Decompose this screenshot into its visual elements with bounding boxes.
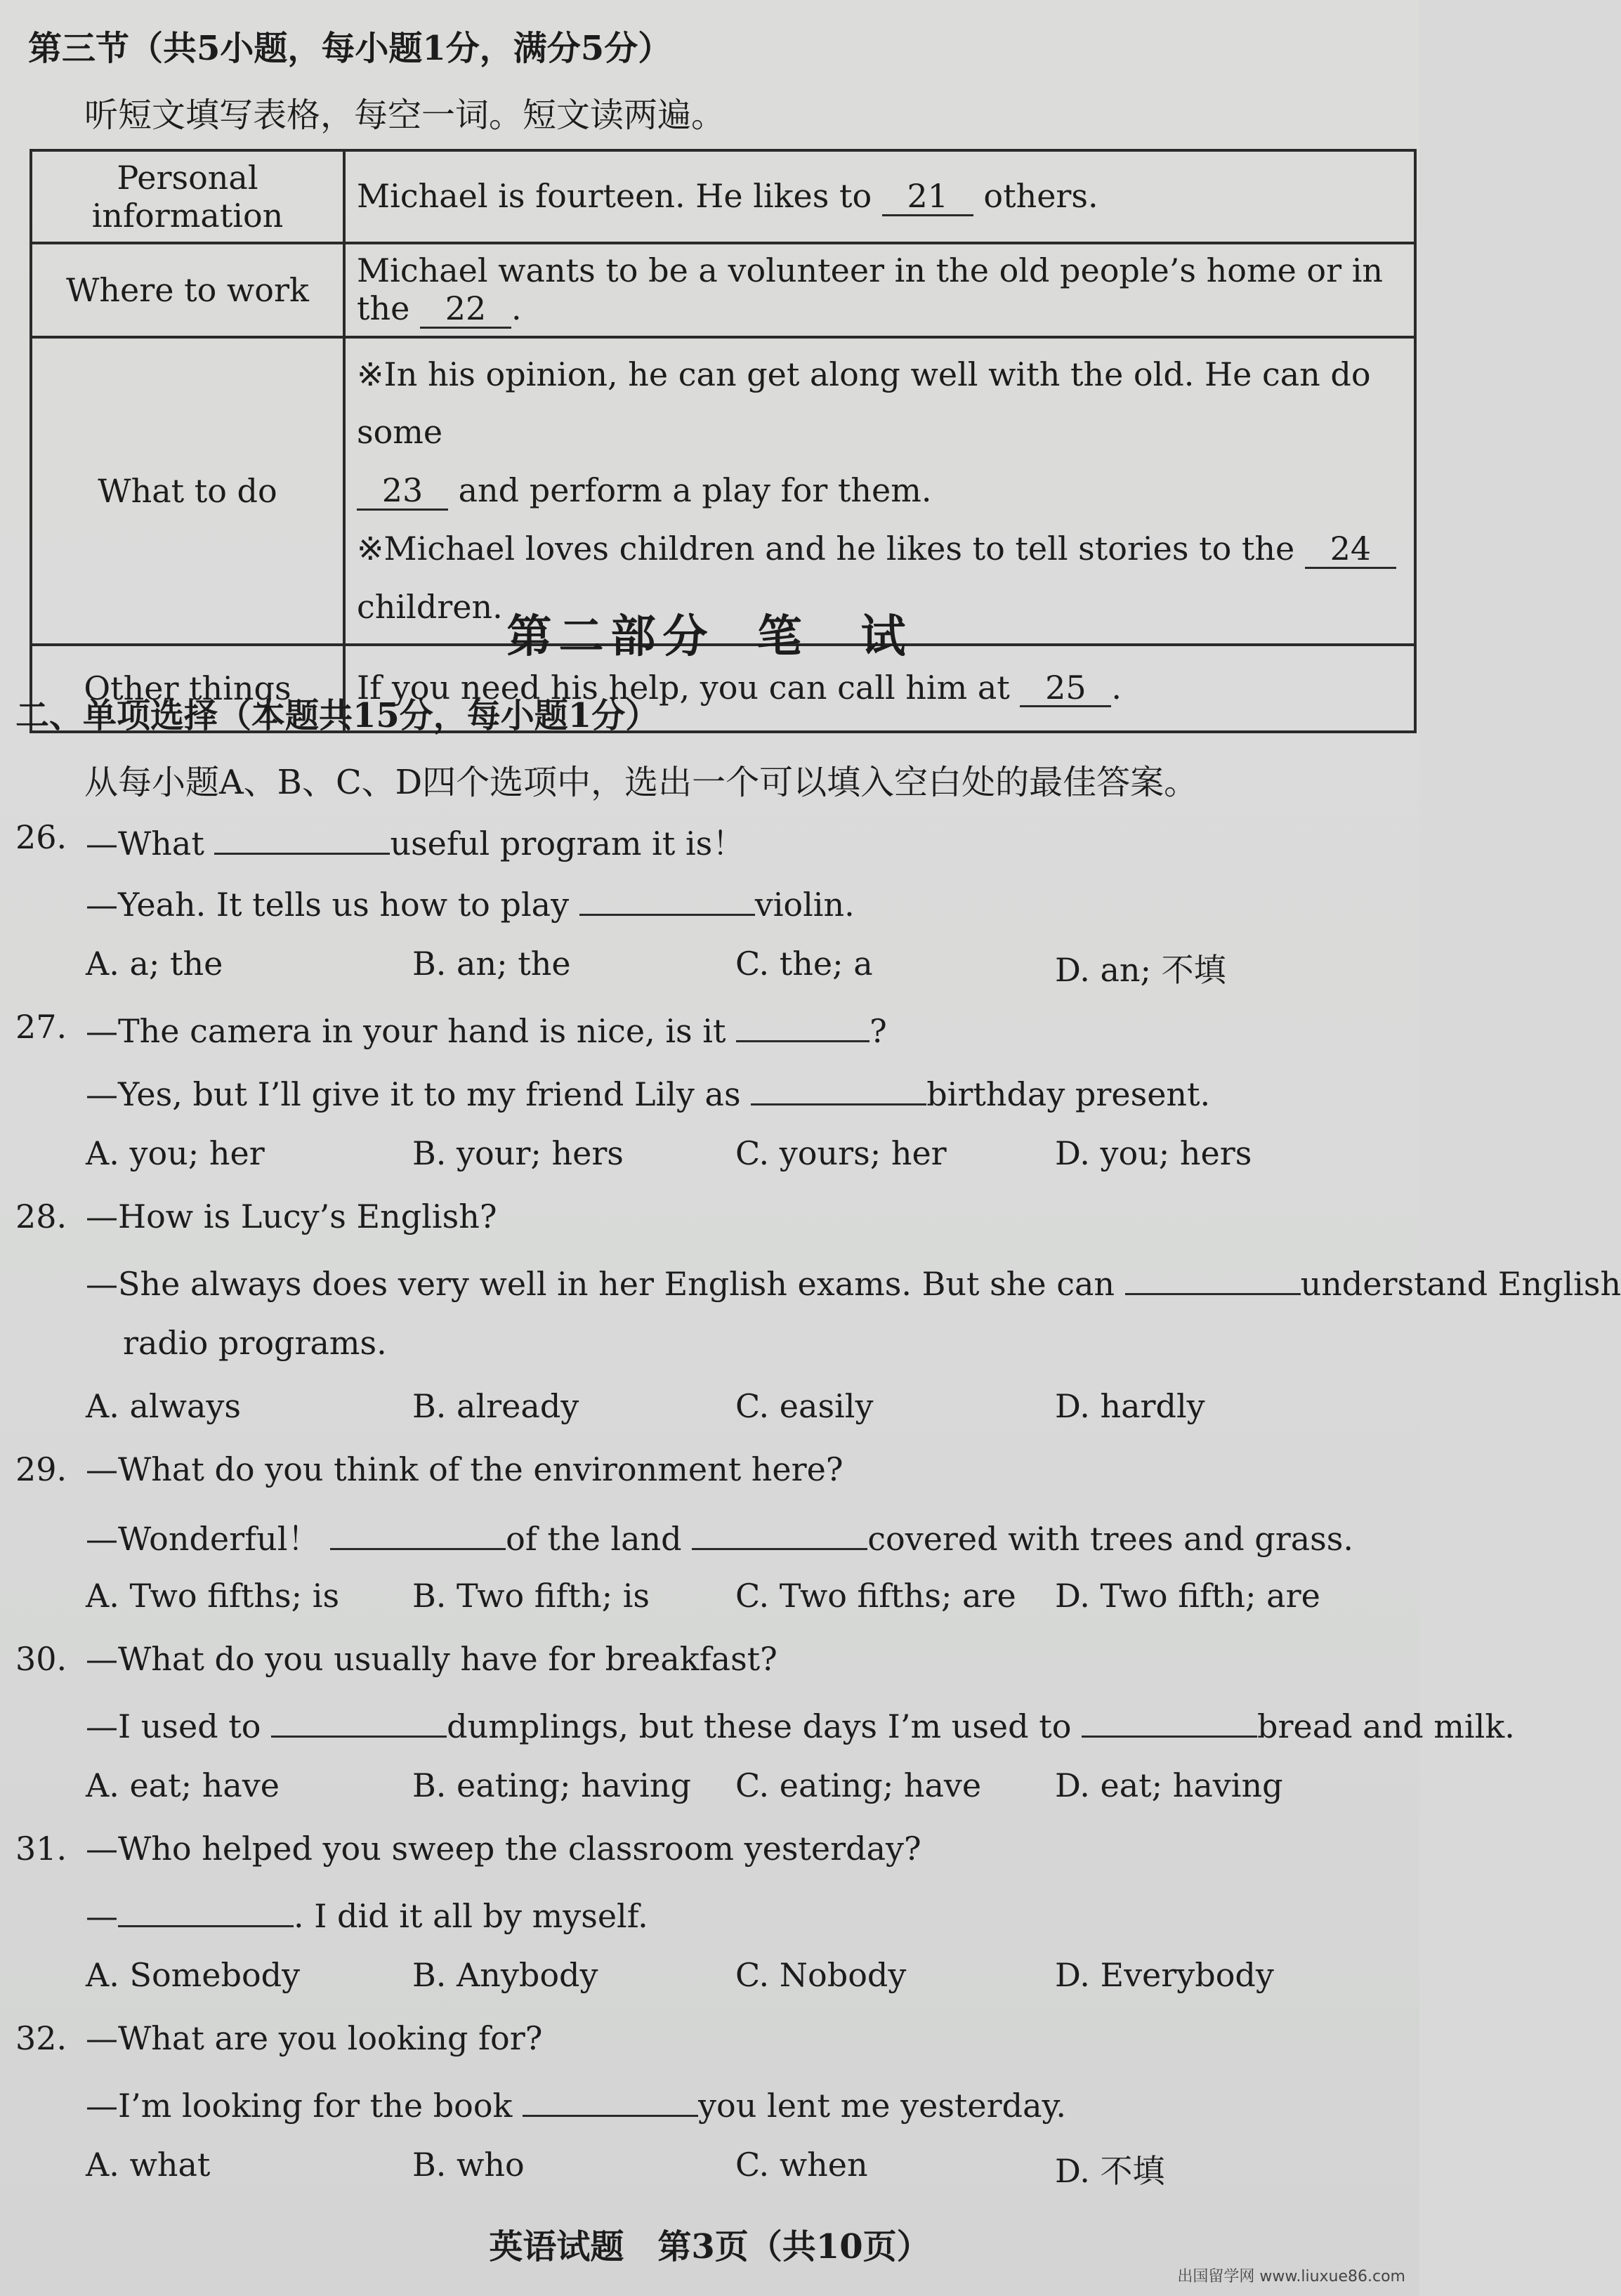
row-label: Other things	[31, 645, 344, 732]
answer-blank[interactable]	[736, 1008, 869, 1042]
question-number: 29.	[15, 1450, 67, 1488]
question-number: 31.	[15, 1830, 67, 1868]
table-row	[31, 243, 1415, 337]
option-b[interactable]: B. who	[412, 2146, 525, 2184]
answer-blank[interactable]	[1125, 1261, 1301, 1295]
row-label: What to do	[31, 337, 344, 645]
answer-blank[interactable]	[692, 1516, 867, 1550]
part-title: 第二部分 笔 试	[506, 610, 913, 663]
option-c[interactable]: C. when	[735, 2146, 868, 2184]
question-line: —What do you usually have for breakfast?	[86, 1640, 777, 1678]
question-number: 28.	[15, 1198, 67, 1235]
option-d[interactable]: D. Two fifth; are	[1055, 1577, 1320, 1615]
option-d[interactable]: D. an; 不填	[1055, 951, 1226, 989]
page-footer: 英语试题 第3页（共10页）	[489, 2227, 931, 2267]
answer-blank-23[interactable]: 23	[357, 473, 448, 511]
question-number: 27.	[15, 1008, 67, 1046]
question-number: 30.	[15, 1640, 67, 1678]
question-line: —What do you think of the environment here?	[86, 1450, 844, 1488]
question-line: —What are you looking for?	[86, 2019, 543, 2057]
answer-blank[interactable]	[523, 2082, 698, 2117]
question-line: —The camera in your hand is nice, is it ?	[86, 1008, 887, 1050]
answer-blank-25[interactable]: 25	[1020, 670, 1111, 708]
question-line: —She always does very well in her English exams. But she can understand English	[86, 1261, 1621, 1303]
option-d[interactable]: D. hardly	[1055, 1387, 1205, 1425]
answer-blank[interactable]	[330, 1516, 506, 1550]
answer-blank-24[interactable]: 24	[1305, 531, 1396, 569]
question-line: —What useful program it is！	[86, 818, 744, 865]
option-c[interactable]: C. the; a	[735, 945, 873, 983]
option-c[interactable]: C. Nobody	[735, 1956, 907, 1994]
row-label: Personal information	[31, 150, 344, 243]
option-c[interactable]: C. easily	[735, 1387, 874, 1425]
mc-instruction: 从每小题A、B、C、D四个选项中，选出一个可以填入空白处的最佳答案。	[84, 763, 1198, 802]
option-b[interactable]: B. Two fifth; is	[412, 1577, 650, 1615]
section3-title: 第三节（共5小题，每小题1分，满分5分）	[28, 29, 672, 68]
answer-blank[interactable]	[579, 881, 755, 916]
option-d[interactable]: D. eat; having	[1055, 1766, 1283, 1804]
option-c[interactable]: C. eating; have	[735, 1766, 982, 1804]
question-line: —I used to dumplings, but these days I’m used to bread and milk.	[86, 1703, 1515, 1745]
row-content: Michael is fourteen. He likes to 21 others.	[344, 150, 1415, 243]
answer-blank[interactable]	[1082, 1703, 1257, 1738]
question-line: —Who helped you sweep the classroom yesterday?	[86, 1830, 921, 1868]
option-a[interactable]: A. always	[86, 1387, 241, 1425]
option-d[interactable]: D. you; hers	[1055, 1134, 1252, 1172]
option-b[interactable]: B. Anybody	[412, 1956, 598, 1994]
option-d[interactable]: D. Everybody	[1055, 1956, 1274, 1994]
row-content: Michael wants to be a volunteer in the old people’s home or in the 22 .	[344, 243, 1415, 337]
option-b[interactable]: B. eating; having	[412, 1766, 691, 1804]
option-a[interactable]: A. Two fifths; is	[86, 1577, 340, 1615]
option-a[interactable]: A. eat; have	[86, 1766, 280, 1804]
question-line: —Yeah. It tells us how to play violin.	[86, 881, 855, 924]
row-content: If you need his help, you can call him at 25 .	[344, 645, 1415, 732]
option-b[interactable]: B. already	[412, 1387, 579, 1425]
question-line: — . I did it all by myself.	[86, 1893, 648, 1935]
question-line: radio programs.	[123, 1324, 387, 1362]
option-c[interactable]: C. yours; her	[735, 1134, 947, 1172]
option-d[interactable]: D. 不填	[1055, 2152, 1165, 2190]
mc-heading: 二、单项选择（本题共15分，每小题1分）	[15, 696, 659, 735]
row-content: ※In his opinion, he can get along well with the old. He can do some 23 and perform a play for them. ※Michael loves children and he likes to tell stories to the 24 children.	[344, 337, 1415, 645]
option-a[interactable]: A. what	[86, 2146, 211, 2184]
option-b[interactable]: B. your; hers	[412, 1134, 624, 1172]
watermark: 出国留学网 www.liuxue86.com	[1177, 2268, 1405, 2285]
question-line: —Wonderful！ of the land covered with trees and grass.	[86, 1514, 1353, 1560]
question-number: 32.	[15, 2019, 67, 2057]
option-a[interactable]: A. a; the	[86, 945, 223, 983]
option-c[interactable]: C. Two fifths; are	[735, 1577, 1016, 1615]
answer-blank[interactable]	[751, 1071, 926, 1106]
section3-instruction: 听短文填写表格，每空一词。短文读两遍。	[84, 96, 726, 135]
option-a[interactable]: A. Somebody	[86, 1956, 301, 1994]
question-line: —How is Lucy’s English?	[86, 1198, 497, 1235]
question-line: —Yes, but I’ll give it to my friend Lily as birthday present.	[86, 1071, 1210, 1113]
answer-blank[interactable]	[118, 1893, 294, 1927]
option-b[interactable]: B. an; the	[412, 945, 571, 983]
answer-blank[interactable]	[214, 820, 390, 855]
row-label: Where to work	[31, 243, 344, 337]
table-row	[31, 150, 1415, 243]
answer-blank[interactable]	[271, 1703, 447, 1738]
option-a[interactable]: A. you; her	[86, 1134, 265, 1172]
question-line: —I’m looking for the book you lent me yesterday.	[86, 2082, 1066, 2125]
question-number: 26.	[15, 818, 67, 856]
answer-blank-21[interactable]: 21	[882, 178, 973, 216]
table-row	[31, 337, 1415, 645]
answer-blank-22[interactable]: 22	[420, 291, 511, 329]
